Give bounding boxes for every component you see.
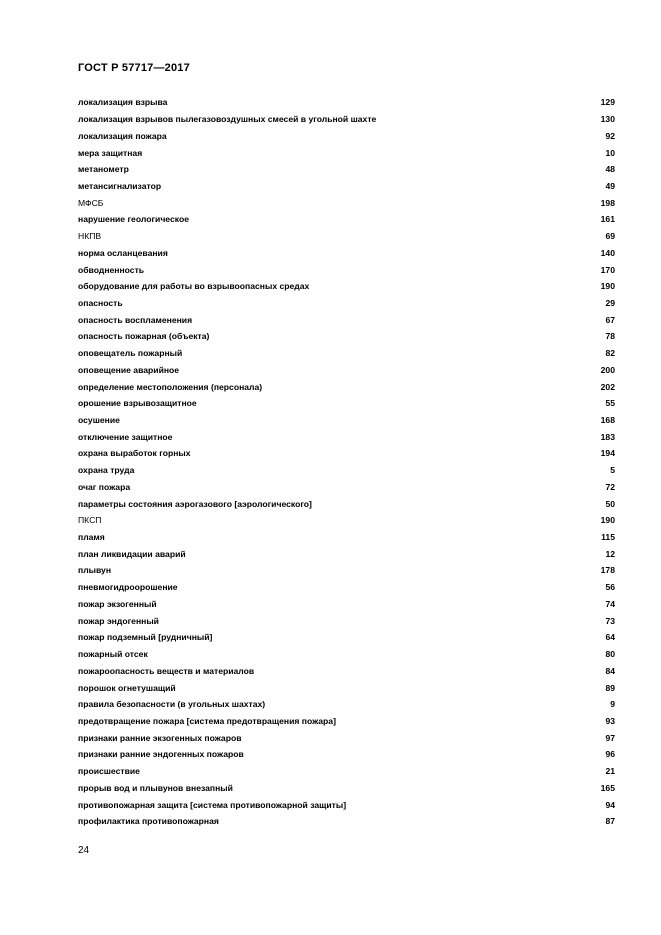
index-page-ref: 64 bbox=[605, 632, 615, 643]
index-page-ref: 178 bbox=[600, 565, 615, 576]
index-entry bbox=[78, 445, 615, 462]
index-entry bbox=[78, 144, 615, 161]
index-page-ref: 78 bbox=[605, 331, 615, 342]
index-term: параметры состояния аэрогазового [аэрологического] bbox=[78, 498, 312, 509]
index-term: признаки ранние эндогенных пожаров bbox=[78, 749, 244, 760]
index-entry bbox=[78, 479, 615, 496]
index-page-ref: 165 bbox=[600, 782, 615, 793]
index-term: осушение bbox=[78, 415, 120, 426]
index-entry bbox=[78, 295, 615, 312]
index-entry bbox=[78, 596, 615, 613]
index-entry bbox=[78, 545, 615, 562]
index-term: опасность воспламенения bbox=[78, 314, 193, 325]
index-term: пожар эндогенный bbox=[78, 615, 159, 626]
index-term: оповещатель пожарный bbox=[78, 348, 183, 359]
index-entry bbox=[78, 579, 615, 596]
index-page-ref: 21 bbox=[605, 766, 615, 777]
index-term: оборудование для работы во взрывоопасных средах bbox=[78, 281, 310, 292]
index-term: орошение взрывозащитное bbox=[78, 398, 197, 409]
index-entry bbox=[78, 194, 615, 211]
index-term: признаки ранние экзогенных пожаров bbox=[78, 732, 242, 743]
index-page-ref: 194 bbox=[600, 448, 615, 459]
index-entry bbox=[78, 362, 615, 379]
index-term: порошок огнетушащий bbox=[78, 682, 176, 693]
index-term: охрана труда bbox=[78, 465, 135, 476]
index-entry bbox=[78, 311, 615, 328]
index-page-ref: 87 bbox=[605, 816, 615, 827]
index-entry bbox=[78, 696, 615, 713]
index-term: локализация пожара bbox=[78, 130, 167, 141]
index-term: мера защитная bbox=[78, 147, 143, 158]
index-term: пламя bbox=[78, 532, 105, 543]
index-page-ref: 140 bbox=[600, 247, 615, 258]
index-term: оповещение аварийное bbox=[78, 364, 180, 375]
index-entry bbox=[78, 228, 615, 245]
index-term: опасность пожарная (объекта) bbox=[78, 331, 210, 342]
index-page-ref: 10 bbox=[605, 147, 615, 158]
index-term: прорыв вод и плывунов внезапный bbox=[78, 782, 233, 793]
index-entry bbox=[78, 328, 615, 345]
index-entry bbox=[78, 662, 615, 679]
index-entry bbox=[78, 244, 615, 261]
index-page-ref: 168 bbox=[600, 415, 615, 426]
index-page-ref: 202 bbox=[600, 381, 615, 392]
index-term: локализация взрывов пылегазовоздушных смесей в угольной шахте bbox=[78, 114, 377, 125]
index-entry bbox=[78, 94, 615, 111]
index-page-ref: 50 bbox=[605, 498, 615, 509]
index-entry bbox=[78, 378, 615, 395]
index-term: пожар подземный [рудничный] bbox=[78, 632, 213, 643]
index-term: план ликвидации аварий bbox=[78, 548, 186, 559]
index-entry bbox=[78, 796, 615, 813]
index-entry bbox=[78, 211, 615, 228]
index-term: пневмогидроорошение bbox=[78, 582, 178, 593]
index-entry bbox=[78, 612, 615, 629]
index-term: определение местоположения (персонала) bbox=[78, 381, 263, 392]
index-page-ref: 97 bbox=[605, 732, 615, 743]
index-term: происшествие bbox=[78, 766, 140, 777]
page-number: 24 bbox=[78, 845, 90, 856]
index-term: профилактика противопожарная bbox=[78, 816, 219, 827]
index-term: ПКСП bbox=[78, 515, 102, 526]
index-page-ref: 56 bbox=[605, 582, 615, 593]
index-term: нарушение геологическое bbox=[78, 214, 189, 225]
index-page-ref: 200 bbox=[600, 364, 615, 375]
index-entry bbox=[78, 495, 615, 512]
index-page-ref: 29 bbox=[605, 297, 615, 308]
index-term: МФСБ bbox=[78, 197, 104, 208]
index-term: противопожарная защита [система противопожарной защиты] bbox=[78, 799, 347, 810]
index-page-ref: 48 bbox=[605, 164, 615, 175]
index-entry bbox=[78, 462, 615, 479]
index-page-ref: 5 bbox=[610, 465, 615, 476]
index-page-ref: 69 bbox=[605, 231, 615, 242]
index-page-ref: 183 bbox=[600, 431, 615, 442]
index-term: норма осланцевания bbox=[78, 247, 168, 258]
index-page-ref: 130 bbox=[600, 114, 615, 125]
index-page-ref: 82 bbox=[605, 348, 615, 359]
index-entry bbox=[78, 646, 615, 663]
document-header: ГОСТ Р 57717—2017 bbox=[78, 62, 190, 74]
index-entry bbox=[78, 529, 615, 546]
index-term: очаг пожара bbox=[78, 481, 131, 492]
index-page-ref: 73 bbox=[605, 615, 615, 626]
index-page-ref: 80 bbox=[605, 649, 615, 660]
index-page-ref: 190 bbox=[600, 515, 615, 526]
index-page-ref: 161 bbox=[600, 214, 615, 225]
index-entry bbox=[78, 161, 615, 178]
index-term: плывун bbox=[78, 565, 112, 576]
index-entry bbox=[78, 261, 615, 278]
index-page-ref: 84 bbox=[605, 665, 615, 676]
index-page-ref: 93 bbox=[605, 715, 615, 726]
index-entry bbox=[78, 512, 615, 529]
index-page-ref: 129 bbox=[600, 97, 615, 108]
index-entry bbox=[78, 779, 615, 796]
index-entry bbox=[78, 278, 615, 295]
index-page-ref: 67 bbox=[605, 314, 615, 325]
index-entry bbox=[78, 562, 615, 579]
index-term: пожароопасность веществ и материалов bbox=[78, 665, 255, 676]
index-term: пожар экзогенный bbox=[78, 598, 157, 609]
index-entry bbox=[78, 713, 615, 730]
index-page-ref: 74 bbox=[605, 598, 615, 609]
index-page-ref: 9 bbox=[610, 699, 615, 710]
index-page-ref: 190 bbox=[600, 281, 615, 292]
index-entry bbox=[78, 412, 615, 429]
index-term: пожарный отсек bbox=[78, 649, 148, 660]
index-term: опасность bbox=[78, 297, 123, 308]
alphabetical-index bbox=[78, 94, 615, 830]
index-page-ref: 198 bbox=[600, 197, 615, 208]
index-entry bbox=[78, 345, 615, 362]
index-term: правила безопасности (в угольных шахтах) bbox=[78, 699, 266, 710]
index-entry bbox=[78, 127, 615, 144]
index-term: предотвращение пожара [система предотвращения пожара] bbox=[78, 715, 336, 726]
index-page-ref: 170 bbox=[600, 264, 615, 275]
index-term: отключение защитное bbox=[78, 431, 173, 442]
index-page-ref: 115 bbox=[601, 532, 615, 543]
index-entry bbox=[78, 746, 615, 763]
index-term: метансигнализатор bbox=[78, 180, 162, 191]
index-page-ref: 72 bbox=[605, 481, 615, 492]
index-term: локализация взрыва bbox=[78, 97, 168, 108]
index-entry bbox=[78, 629, 615, 646]
index-entry bbox=[78, 395, 615, 412]
index-page-ref: 55 bbox=[605, 398, 615, 409]
index-entry bbox=[78, 428, 615, 445]
index-entry bbox=[78, 178, 615, 195]
index-term: метанометр bbox=[78, 164, 129, 175]
index-page-ref: 12 bbox=[605, 548, 615, 559]
index-page-ref: 96 bbox=[605, 749, 615, 760]
index-term: НКПВ bbox=[78, 231, 102, 242]
index-term: охрана выработок горных bbox=[78, 448, 191, 459]
index-entry bbox=[78, 111, 615, 128]
index-entry bbox=[78, 679, 615, 696]
index-term: обводненность bbox=[78, 264, 145, 275]
index-entry bbox=[78, 729, 615, 746]
index-page-ref: 92 bbox=[605, 130, 615, 141]
index-entry bbox=[78, 813, 615, 830]
index-entry bbox=[78, 763, 615, 780]
index-page-ref: 49 bbox=[605, 180, 615, 191]
index-page-ref: 94 bbox=[605, 799, 615, 810]
index-page-ref: 89 bbox=[605, 682, 615, 693]
